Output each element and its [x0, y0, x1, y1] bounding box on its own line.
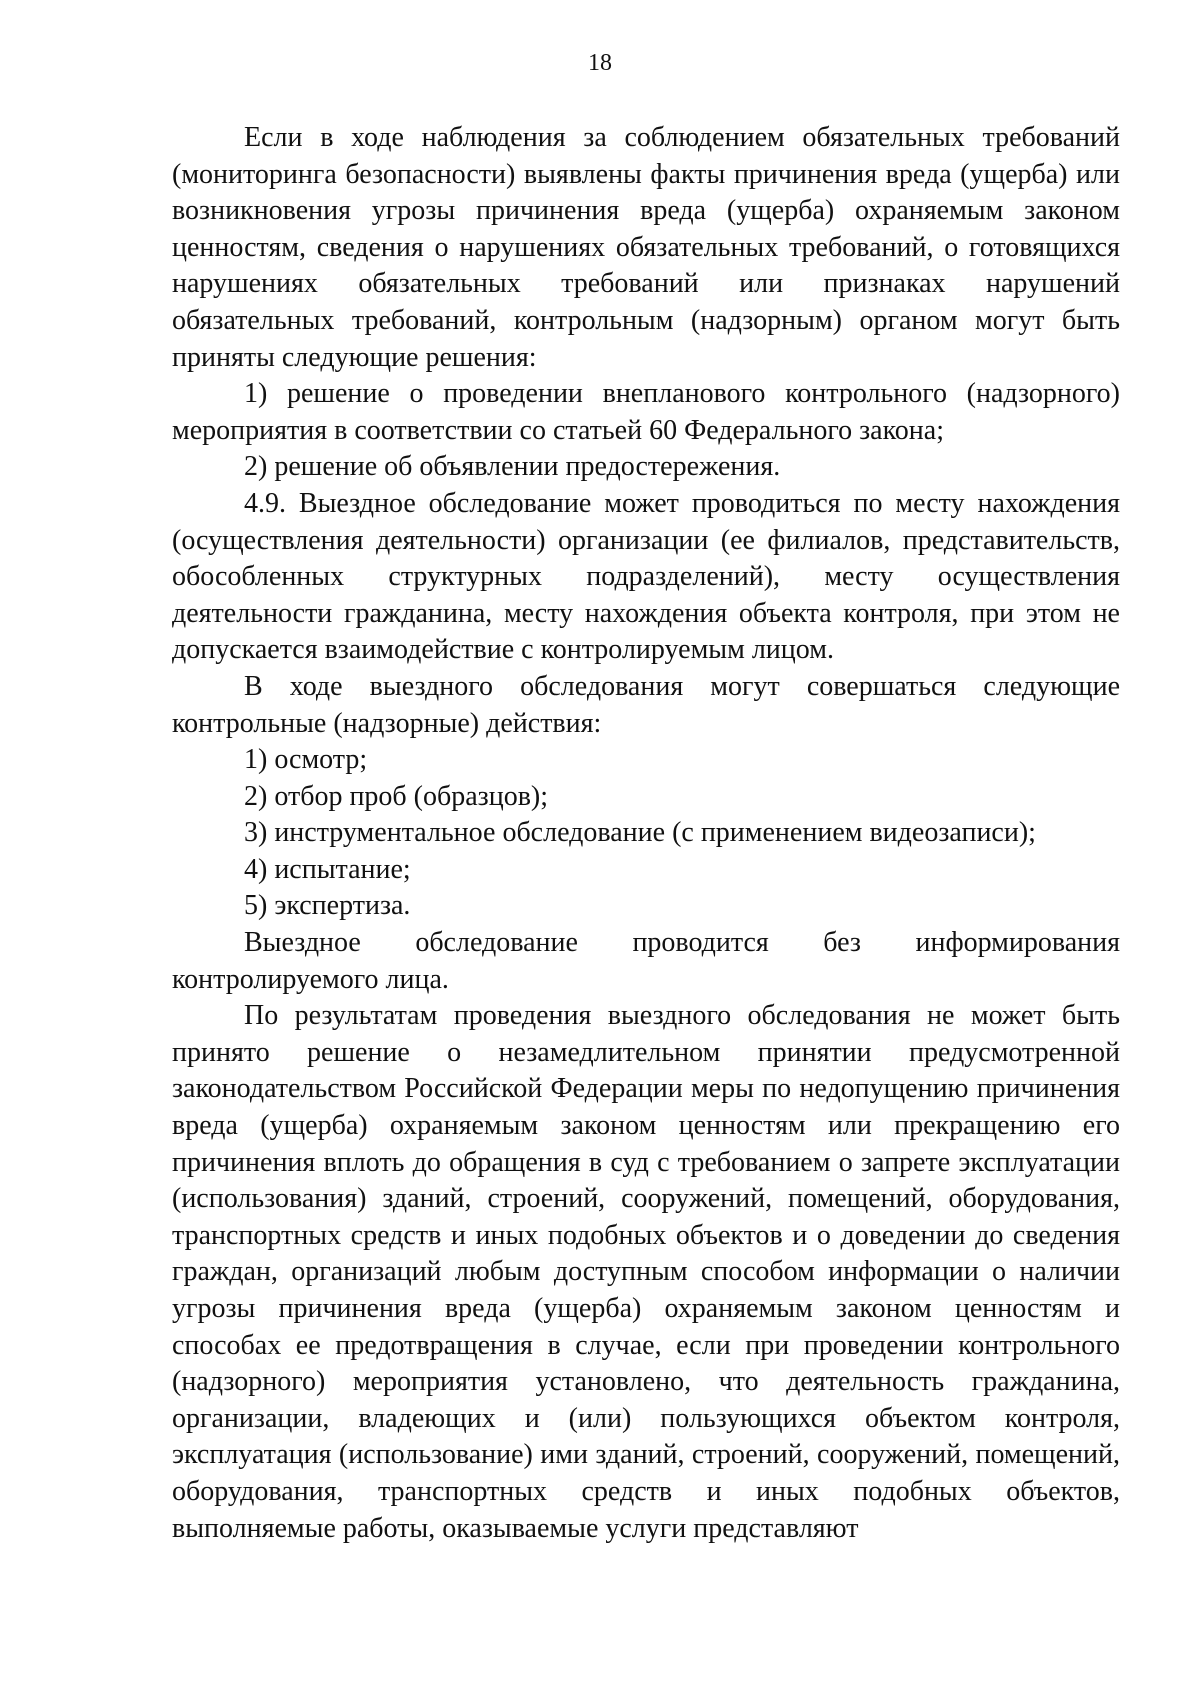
paragraph-field-survey-actions: В ходе выездного обследования могут совершаться следующие контрольные (надзорные) действия:: [172, 670, 1120, 739]
paragraph-field-survey-location: 4.9. Выездное обследование может проводиться по месту нахождения (осуществления деятельности) организации (ее филиалов, представительств, обособленных структурных подразделений), месту осуществления деятельности гражданина, месту нахождения объекта контроля, при этом не допускается взаимодействие с контролируемым лицом.: [172, 487, 1120, 666]
page-number: 18: [588, 50, 612, 76]
paragraph-survey-results: По результатам проведения выездного обследования не может быть принято решение о незамедлительном принятии предусмотренной законодательством Российской Федерации меры по недопущению причинения вреда (ущерба) охраняемым законом ценностям или прекращению его причинения вплоть до обращения в суд с требованием о запрете эксплуатации (использования) зданий, строений, сооружений, помещений, оборудования, транспортных средств и иных подобных объектов и о доведении до сведения граждан, организаций любым доступным способом информации о наличии угрозы причинения вреда (ущерба) охраняемым законом ценностям и способах ее предотвращения в случае, если при проведении контрольного (надзорного) мероприятия установлено, что деятельность гражданина, организации, владеющих и (или) пользующихся объектом контроля, эксплуатация (использование) ими зданий, строений, сооружений, помещений, оборудования, транспортных средств и иных подобных объектов, выполняемые работы, оказываемые услуги представляют: [172, 1000, 1120, 1544]
paragraph-no-notification: Выездное обследование проводится без информирования контролируемого лица.: [172, 927, 1120, 995]
list-item-sampling: 2) отбор проб (образцов);: [244, 780, 549, 812]
list-item-unscheduled-inspection: 1) решение о проведении внепланового контрольного (надзорного) мероприятия в соответствии со статьей 60 Федерального закона;: [172, 378, 1120, 446]
list-item-expertise: 5) экспертиза.: [244, 890, 411, 922]
document-body: [172, 120, 1120, 1547]
list-item-testing: 4) испытание;: [244, 853, 411, 885]
paragraph-monitoring-decisions: Если в ходе наблюдения за соблюдением обязательных требований (мониторинга безопасности) выявлены факты причинения вреда (ущерба) или возникновения угрозы причинения вреда (ущерба) охраняемым законом ценностям, сведения о нарушениях обязательных требований, о готовящихся нарушениях обязательных требований или признаках нарушений обязательных требований, контрольным (надзорным) органом могут быть приняты следующие решения:: [172, 122, 1120, 373]
list-item-inspection: 1) осмотр;: [244, 744, 368, 776]
list-item-instrumental-survey: 3) инструментальное обследование (с применением видеозаписи);: [244, 817, 1036, 849]
list-item-warning: 2) решение об объявлении предостережения.: [244, 451, 781, 483]
